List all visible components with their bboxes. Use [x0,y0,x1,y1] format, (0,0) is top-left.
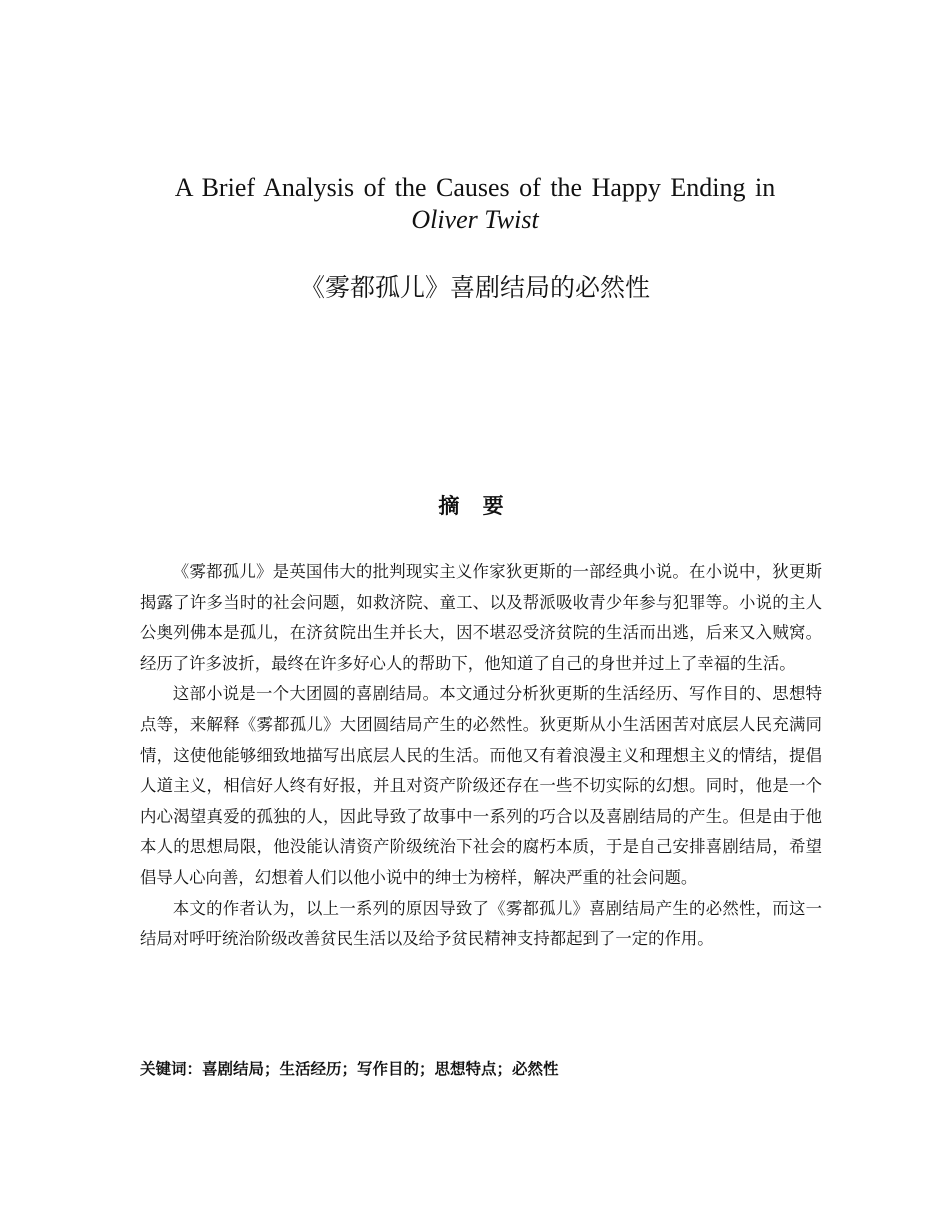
english-title-line2: Oliver Twist [411,205,539,234]
keywords-line: 关键词：喜剧结局；生活经历；写作目的；思想特点；必然性 [140,1060,559,1078]
abstract-paragraph-1: 《雾都孤儿》是英国伟大的批判现实主义作家狄更斯的一部经典小说。在小说中，狄更斯揭露了许多当时的社会问题，如救济院、童工、以及帮派吸收青少年参与犯罪等。小说的主人公奥列佛本是孤儿，在济贫院出生并长大，因不堪忍受济贫院的生活而出逃，后来又入贼窝。经历了许多波折，最终在许多好心人的帮助下，他知道了自己的身世并过上了幸福的生活。 [140,562,822,673]
abstract-paragraph-2: 这部小说是一个大团圆的喜剧结局。本文通过分析狄更斯的生活经历、写作目的、思想特点等，来解释《雾都孤儿》大团圆结局产生的必然性。狄更斯从小生活困苦对底层人民充满同情，这使他能够细致地描写出底层人民的生活。而他又有着浪漫主义和理想主义的情结，提倡人道主义，相信好人终有好报，并且对资产阶级还存在一些不切实际的幻想。同时，他是一个内心渴望真爱的孤独的人，因此导致了故事中一系列的巧合以及喜剧结局的产生。但是由于他本人的思想局限，他没能认清资产阶级统治下社会的腐朽本质，于是自己安排喜剧结局，希望倡导人心向善，幻想着人们以他小说中的绅士为榜样，解决严重的社会问题。 [140,684,822,887]
abstract-heading: 摘 要 [438,494,512,518]
chinese-title: 《雾都孤儿》喜剧结局的必然性 [299,273,650,302]
abstract-body [140,557,822,955]
english-title [0,172,950,236]
abstract-paragraph-3: 本文的作者认为，以上一系列的原因导致了《雾都孤儿》喜剧结局产生的必然性，而这一结局对呼吁统治阶级改善贫民生活以及给予贫民精神支持都起到了一定的作用。 [140,898,822,949]
english-title-line1: A Brief Analysis of the Causes of the Happy Ending in [174,173,776,202]
